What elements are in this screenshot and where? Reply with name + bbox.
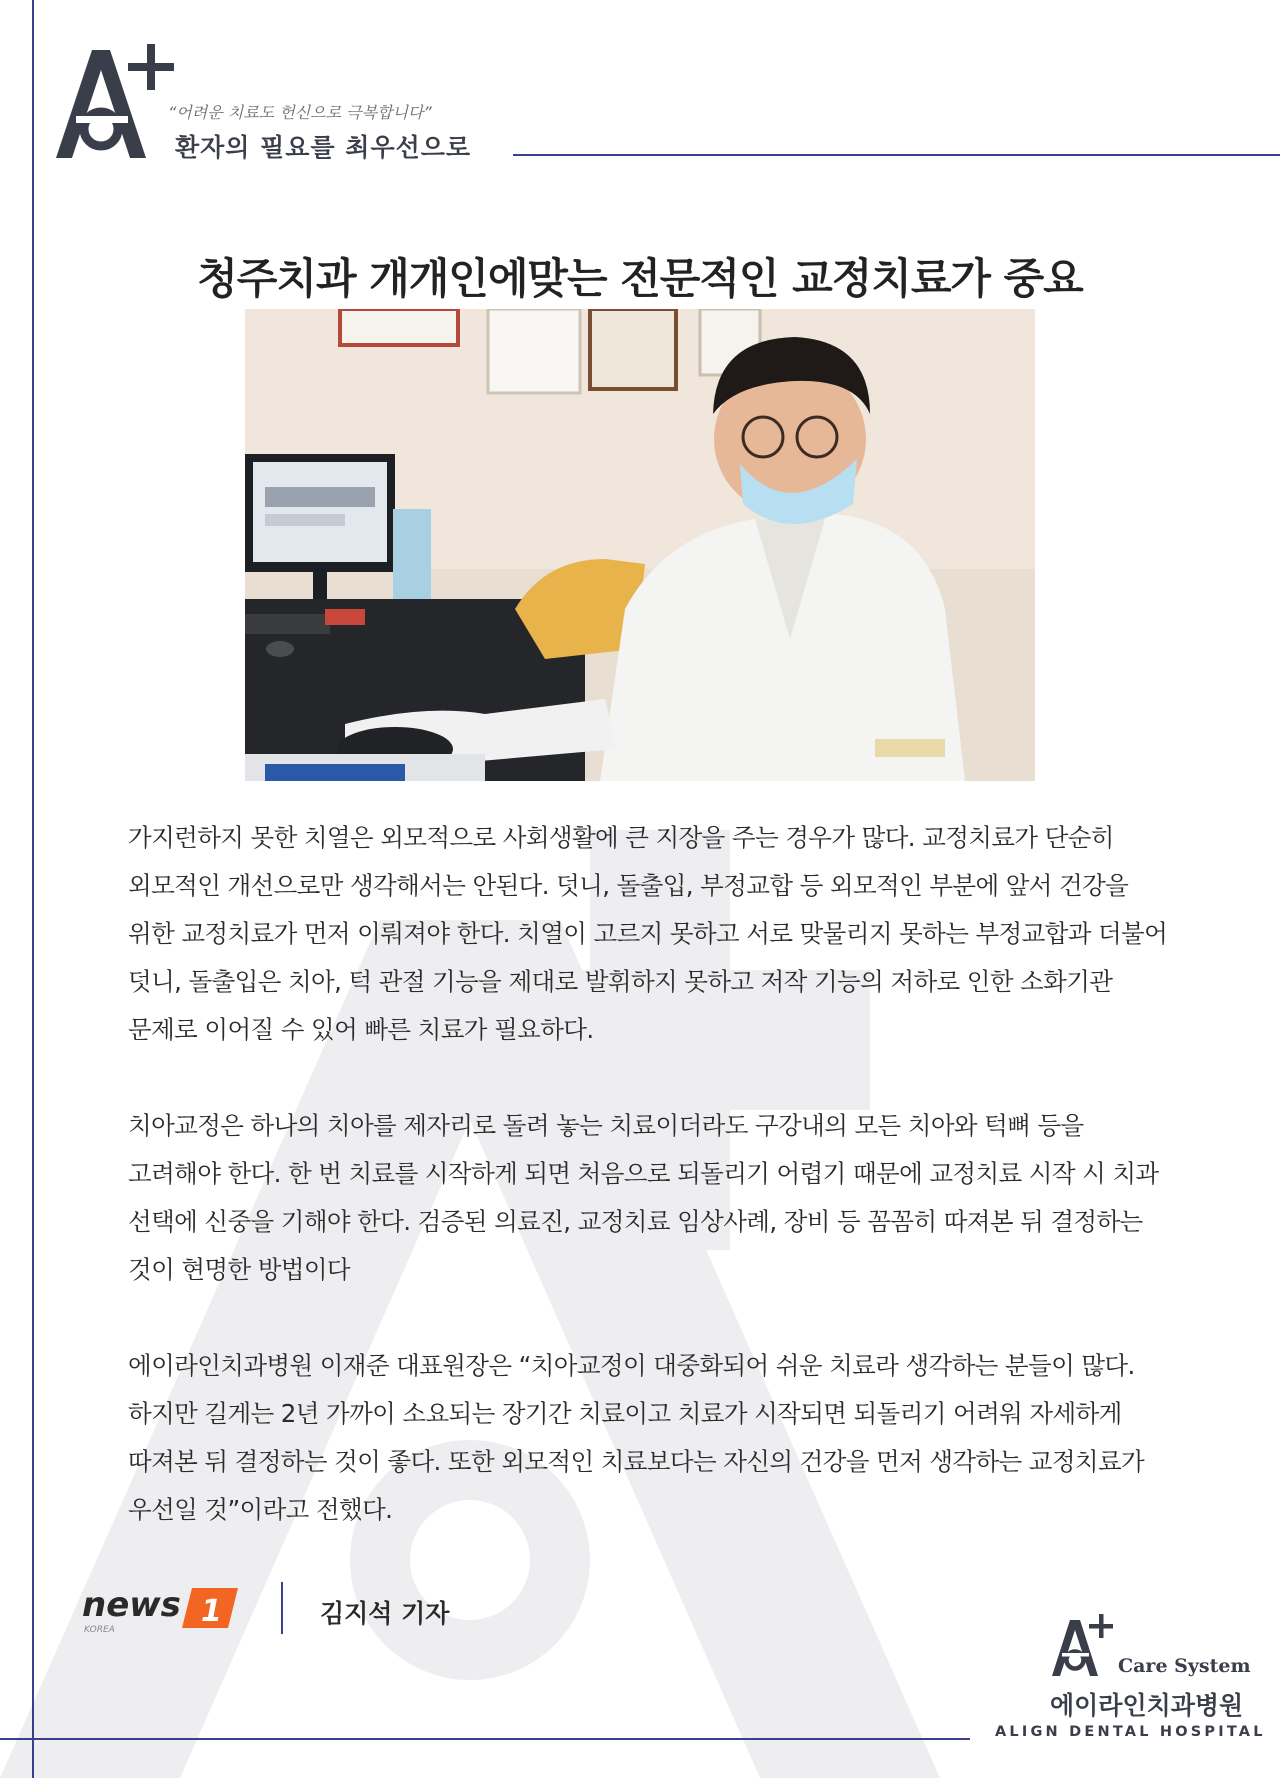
article-headline: 청주치과 개개인에맞는 전문적인 교정치료가 중요 xyxy=(197,254,1083,304)
article-photo xyxy=(245,309,1035,781)
footer-a-plus-logo xyxy=(1050,1612,1120,1678)
frame-line-top xyxy=(513,154,1280,156)
news-logo-sub: KOREA xyxy=(84,1625,115,1635)
news1-logo xyxy=(80,1580,240,1636)
hospital-name-korean: 에이라인치과병원 xyxy=(1050,1691,1244,1720)
article-paragraph: 치아교정은 하나의 치아를 제자리로 돌려 놓는 치료이더라도 구강내의 모든 치아와 턱뼈 등을 고려해야 한다. 한 번 치료를 시작하게 되면 처음으로 되돌리기 어렵기 때문에 교정치료 시작 시 치과 선택에 신중을 기해야 한다. 검증된 의료진, 교정치료 임상사례, 장비 등 꼼꼼히 따져본 뒤 결정하는 것이 현명한 방법이다 xyxy=(128,1111,1159,1284)
care-system-label: Care System xyxy=(1118,1655,1251,1677)
article-body xyxy=(128,814,1178,1582)
byline-divider xyxy=(281,1582,283,1634)
a-plus-logo xyxy=(52,36,188,162)
article-paragraph: 가지런하지 못한 치열은 외모적으로 사회생활에 큰 지장을 주는 경우가 많다. 교정치료가 단순히 외모적인 개선으로만 생각해서는 안된다. 덧니, 돌출입, 부정교합 등 외모적인 부분에 앞서 건강을 위한 교정치료가 먼저 이뤄져야 한다. 치열이 고르지 못하고 서로 맞물리지 못하는 부정교합과 더불어 덧니, 돌출입은 치아, 턱 관절 기능을 제대로 발휘하지 못하고 저작 기능의 저하로 인한 소화기관 문제로 이어질 수 있어 빠른 치료가 필요하다. xyxy=(128,823,1168,1044)
news-logo-number: 1 xyxy=(201,1594,222,1629)
hospital-name-english: ALIGN DENTAL HOSPITAL xyxy=(995,1724,1266,1740)
header-title: 환자의 필요를 최우선으로 xyxy=(175,133,472,162)
frame-line-bottom xyxy=(0,1738,970,1740)
news-logo-text: news xyxy=(82,1585,181,1625)
header-slogan: “어려운 치료도 헌신으로 극복합니다” xyxy=(168,103,432,122)
reporter-byline: 김지석 기자 xyxy=(320,1599,450,1628)
article-paragraph: 에이라인치과병원 이재준 대표원장은 “치아교정이 대중화되어 쉬운 치료라 생각하는 분들이 많다. 하지만 길게는 2년 가까이 소요되는 장기간 치료이고 치료가 시작되면 되돌리기 어려워 자세하게 따져본 뒤 결정하는 것이 좋다. 또한 외모적인 치료보다는 자신의 건강을 먼저 생각하는 교정치료가 우선일 것”이라고 전했다. xyxy=(128,1351,1145,1524)
